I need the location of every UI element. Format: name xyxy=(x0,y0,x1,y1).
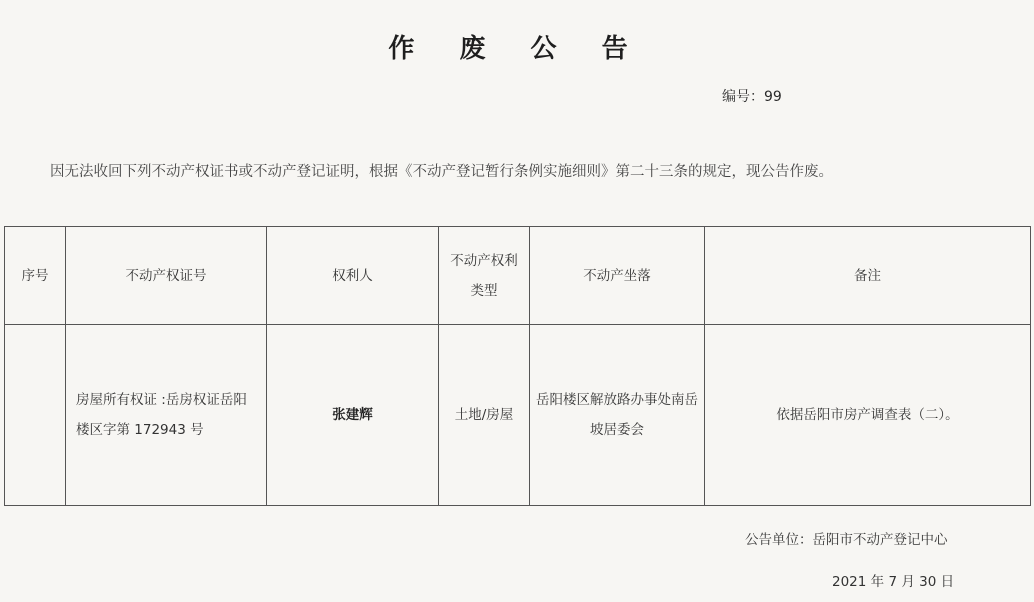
header-seq: 序号 xyxy=(5,227,66,325)
table-header-row xyxy=(5,227,1031,325)
issuing-unit: 公告单位：岳阳市不动产登记中心 xyxy=(745,532,948,548)
header-location: 不动产坐落 xyxy=(530,227,705,325)
cell-location: 岳阳楼区解放路办事处南岳坡居委会 xyxy=(530,325,705,506)
cell-right-type: 土地/房屋 xyxy=(439,325,530,506)
intro-paragraph: 因无法收回下列不动产权证书或不动产登记证明，根据《不动产登记暂行条例实施细则》第二十三条的规定，现公告作废。 xyxy=(50,164,833,180)
cell-cert-no: 房屋所有权证 :岳房权证岳阳楼区字第 172943 号 xyxy=(66,325,267,506)
cell-seq xyxy=(5,325,66,506)
table-row xyxy=(5,325,1031,506)
header-holder: 权利人 xyxy=(267,227,439,325)
notice-title: 作 废 公 告 xyxy=(388,34,646,64)
header-remark: 备注 xyxy=(705,227,1031,325)
notice-number: 编号：99 xyxy=(722,89,782,105)
header-right-type: 不动产权利类型 xyxy=(439,227,530,325)
notice-date: 2021 年 7 月 30 日 xyxy=(832,574,955,590)
void-certificate-table xyxy=(4,226,1031,506)
header-cert-no: 不动产权证号 xyxy=(66,227,267,325)
cell-holder: 张建辉 xyxy=(267,325,439,506)
cell-remark: 依据岳阳市房产调查表（二）。 xyxy=(705,325,1031,506)
